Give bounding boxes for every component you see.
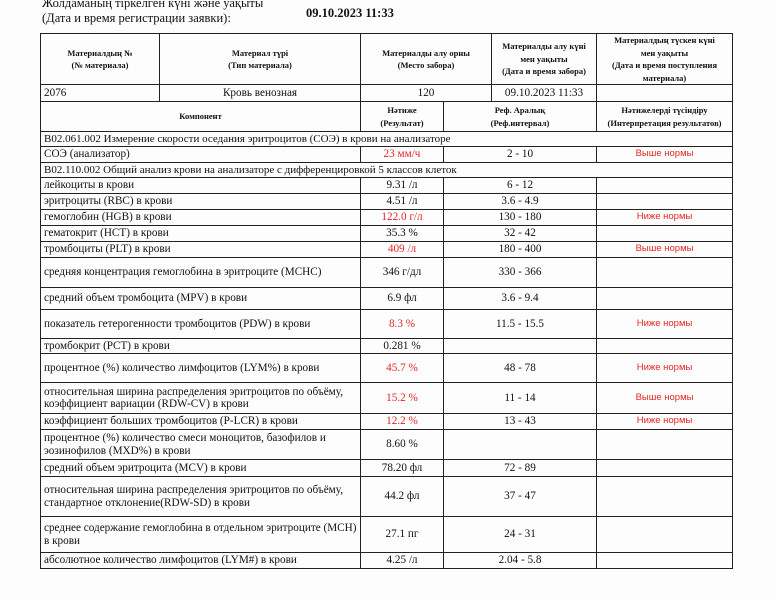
result-value: 9.31 /л: [361, 178, 444, 194]
interpretation: [597, 194, 733, 210]
interpretation: [597, 339, 733, 354]
component-name: тромбокрит (PCT) в крови: [41, 339, 361, 354]
material-date-received-header: Материалдың түскен күні мен уақыты (Дата и время поступления материала): [597, 34, 733, 85]
registration-label-kz: Жолдаманың тіркелген күні және уақыты: [42, 0, 264, 10]
material-type: Кровь венозная: [160, 85, 361, 102]
result-row: [41, 553, 733, 569]
ref-interval: 11 - 14: [444, 383, 597, 414]
material-num-header: Материалдың № (№ материала): [41, 34, 160, 85]
material-row: [41, 85, 733, 102]
interpretation: [597, 477, 733, 517]
result-row: [41, 310, 733, 339]
material-header-row: [41, 34, 733, 85]
ref-interval: 2 - 10: [444, 147, 597, 163]
result-value: 4.51 /л: [361, 194, 444, 210]
interpretation: Ниже нормы: [597, 210, 733, 226]
component-name: средний объем тромбоцита (MPV) в крови: [41, 288, 361, 310]
registration-label: [42, 0, 263, 26]
result-row: [41, 226, 733, 242]
component-name: процентное (%) количество смеси моноцитов, базофилов и эозинофилов (MXD%) в крови: [41, 430, 361, 460]
component-name: среднее содержание гемоглобина в отдельном эритроците (MCH) в крови: [41, 517, 361, 553]
component-name: лейкоциты в крови: [41, 178, 361, 194]
ref-interval: [444, 339, 597, 354]
section-title: B02.061.002 Измерение скорости оседания эритроцитов (СОЭ) в крови на анализаторе: [41, 132, 733, 147]
interpretation: [597, 553, 733, 569]
lab-results-table: [40, 33, 733, 569]
result-row: [41, 147, 733, 163]
interpretation: Ниже нормы: [597, 354, 733, 383]
result-row: [41, 339, 733, 354]
ref-interval: 6 - 12: [444, 178, 597, 194]
ref-interval: 180 - 400: [444, 242, 597, 258]
result-value: 4.25 /л: [361, 553, 444, 569]
result-value: 346 г/дл: [361, 258, 444, 288]
component-name: тромбоциты (PLT) в крови: [41, 242, 361, 258]
section-title: B02.110.002 Общий анализ крови на анализаторе с дифференцировкой 5 классов клеток: [41, 163, 733, 178]
interpretation: Ниже нормы: [597, 310, 733, 339]
result-header: Нәтиже (Результат): [361, 102, 444, 132]
component-name: относительная ширина распределения эритроцитов по объёму, стандартное отклонение(RDW-SD) в крови: [41, 477, 361, 517]
result-value: 6.9 фл: [361, 288, 444, 310]
component-name: коэффициент больших тромбоцитов (P-LCR) в крови: [41, 414, 361, 430]
component-name: СОЭ (анализатор): [41, 147, 361, 163]
component-name: гематокрит (HCT) в крови: [41, 226, 361, 242]
interpretation: Выше нормы: [597, 242, 733, 258]
interp-header: Нәтижелерді түсіндіру (Интерпретация результатов): [597, 102, 733, 132]
section-row: [41, 132, 733, 147]
interpretation: [597, 178, 733, 194]
component-name: показатель гетерогенности тромбоцитов (PDW) в крови: [41, 310, 361, 339]
result-value: 122.0 г/л: [361, 210, 444, 226]
ref-interval: 3.6 - 4.9: [444, 194, 597, 210]
result-value: 44.2 фл: [361, 477, 444, 517]
result-row: [41, 354, 733, 383]
result-value: 27.1 пг: [361, 517, 444, 553]
material-place-header: Материалды алу орны (Место забора): [361, 34, 492, 85]
result-row: [41, 383, 733, 414]
ref-interval: 37 - 47: [444, 477, 597, 517]
ref-interval: 130 - 180: [444, 210, 597, 226]
component-name: эритроциты (RBC) в крови: [41, 194, 361, 210]
results-header-row: [41, 102, 733, 132]
material-place: 120: [361, 85, 492, 102]
result-value: 8.3 %: [361, 310, 444, 339]
registration-date: 09.10.2023 11:33: [306, 6, 394, 20]
material-date-received: [597, 85, 733, 102]
result-value: 23 мм/ч: [361, 147, 444, 163]
component-name: относительная ширина распределения эритроцитов по объёму, коэффициент вариации (RDW-CV) в крови: [41, 383, 361, 414]
component-name: средняя концентрация гемоглобина в эритроците (MCHC): [41, 258, 361, 288]
result-row: [41, 517, 733, 553]
result-row: [41, 194, 733, 210]
result-row: [41, 210, 733, 226]
ref-interval: 32 - 42: [444, 226, 597, 242]
interpretation: [597, 226, 733, 242]
ref-interval: 13 - 43: [444, 414, 597, 430]
result-value: 8.60 %: [361, 430, 444, 460]
ref-interval: 2.04 - 5.8: [444, 553, 597, 569]
result-row: [41, 477, 733, 517]
result-row: [41, 460, 733, 477]
result-row: [41, 258, 733, 288]
material-date-taken: 09.10.2023 11:33: [492, 85, 597, 102]
result-value: 45.7 %: [361, 354, 444, 383]
result-value: 12.2 %: [361, 414, 444, 430]
interpretation: Выше нормы: [597, 147, 733, 163]
ref-interval: 11.5 - 15.5: [444, 310, 597, 339]
ref-interval: 48 - 78: [444, 354, 597, 383]
result-row: [41, 288, 733, 310]
interpretation: [597, 517, 733, 553]
result-value: 409 /л: [361, 242, 444, 258]
ref-interval: 3.6 - 9.4: [444, 288, 597, 310]
result-row: [41, 430, 733, 460]
ref-header: Реф. Аралық (Реф.интервал): [444, 102, 597, 132]
ref-interval: 24 - 31: [444, 517, 597, 553]
interpretation: [597, 430, 733, 460]
result-row: [41, 414, 733, 430]
interpretation: [597, 460, 733, 477]
result-value: 15.2 %: [361, 383, 444, 414]
result-value: 0.281 %: [361, 339, 444, 354]
interpretation: [597, 258, 733, 288]
interpretation: [597, 288, 733, 310]
component-name: средний объем эритроцита (MCV) в крови: [41, 460, 361, 477]
registration-label-ru: (Дата и время регистрации заявки):: [42, 11, 231, 25]
result-row: [41, 242, 733, 258]
component-name: процентное (%) количество лимфоцитов (LYM%) в крови: [41, 354, 361, 383]
interpretation: Ниже нормы: [597, 414, 733, 430]
component-name: абсолютное количество лимфоцитов (LYM#) в крови: [41, 553, 361, 569]
material-num: 2076: [41, 85, 160, 102]
material-type-header: Материал түрі (Тип материала): [160, 34, 361, 85]
ref-interval: 72 - 89: [444, 460, 597, 477]
ref-interval: [444, 430, 597, 460]
interpretation: Выше нормы: [597, 383, 733, 414]
section-row: [41, 163, 733, 178]
ref-interval: 330 - 366: [444, 258, 597, 288]
component-header: Компонент: [41, 102, 361, 132]
result-value: 35.3 %: [361, 226, 444, 242]
component-name: гемоглобин (HGB) в крови: [41, 210, 361, 226]
result-value: 78.20 фл: [361, 460, 444, 477]
result-row: [41, 178, 733, 194]
material-date-taken-header: Материалды алу күні мен уақыты (Дата и время забора): [492, 34, 597, 85]
